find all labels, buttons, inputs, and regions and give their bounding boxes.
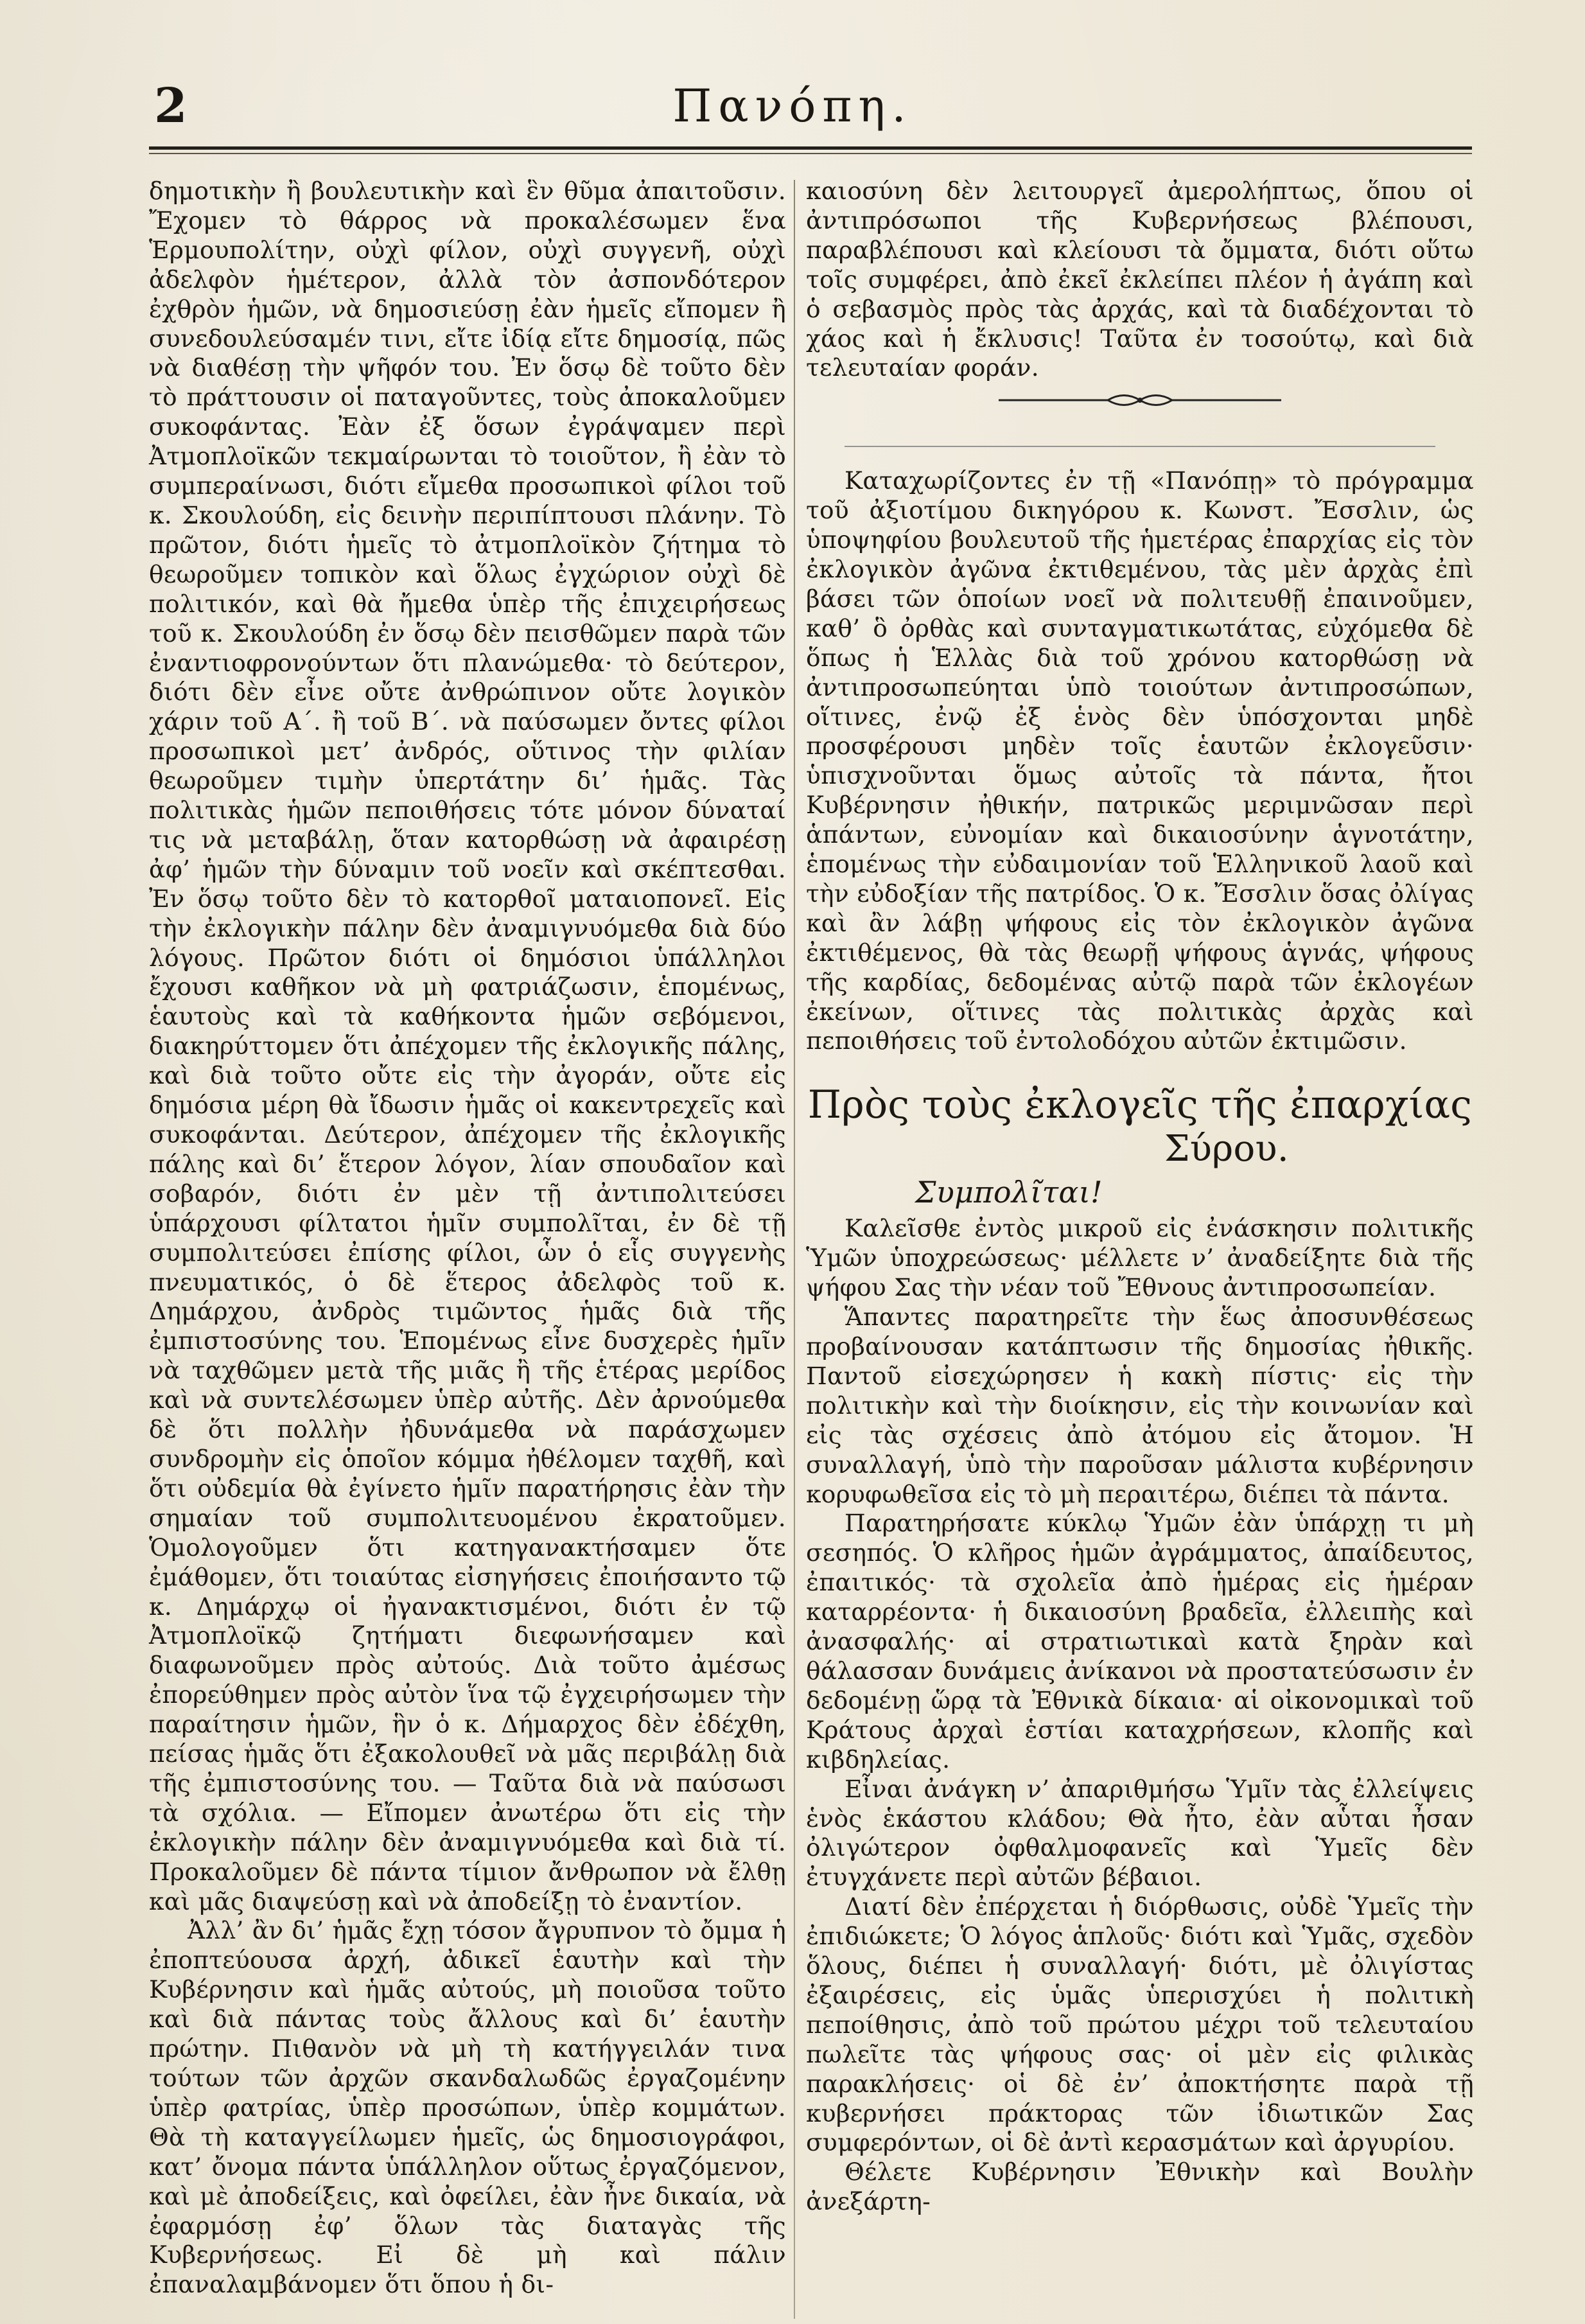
newspaper-title: Πανόπη. bbox=[672, 80, 913, 132]
right-top-paragraph: καιοσύνη δὲν λειτουργεῖ ἀμερολήπτως, ὅπου οἱ ἀντιπρόσωποι τῆς Κυβερνήσεως βλέπουσι, παραβλέπουσι καὶ κλείουσι τὰ ὄμματα, διότι οὕτω τοῖς συμφέρει, ἀπὸ ἐκεῖ ἐκλείπει πλέον ἡ ἀγάπη καὶ ὁ σεβασμὸς πρὸς τὰς ἀρχάς, καὶ τὰ διαδέχονται τὸ χάος καὶ ἡ ἔκλυσις! Ταῦτα ἐν τοσούτῳ, καὶ διὰ τελευταίαν φοράν. bbox=[806, 177, 1474, 382]
right-column bbox=[806, 177, 1474, 2217]
header-rule-thin bbox=[149, 153, 1472, 154]
left-column bbox=[149, 177, 786, 2300]
salutation: Συμπολῖται! bbox=[915, 1175, 1103, 1210]
section-separator bbox=[806, 440, 1474, 459]
section-heading-line2: Σύρου. bbox=[1164, 1128, 1289, 1170]
right-paragraph-6: Θέλετε Κυβέρνησιν Ἐθνικὴν καὶ Βουλὴν ἀνεξάρτη- bbox=[806, 2158, 1474, 2216]
right-paragraph-1: Καλεῖσθε ἐντὸς μικροῦ εἰς ἐνάσκησιν πολιτικῆς Ὑμῶν ὑποχρεώσεως· μέλλετε ν’ ἀναδείξητε διὰ τῆς ψήφου Σας τὴν νέαν τοῦ Ἔθνους ἀντιπροσωπείαν. bbox=[806, 1214, 1474, 1302]
program-paragraph: Καταχωρίζοντες ἐν τῇ «Πανόπῃ» τὸ πρόγραμμα τοῦ ἀξιοτίμου δικηγόρου κ. Κωνστ. Ἔσσλιν, ὡς ὑποψηφίου βουλευτοῦ τῆς ἡμετέρας ἐπαρχίας εἰς τὸν ἐκλογικὸν ἀγῶνα ἐκτιθεμένου, τὰς μὲν ἀρχὰς ἐπὶ βάσει τῶν ὁποίων νοεῖ νὰ πολιτευθῇ ἐπαινοῦμεν, καθ’ ὃ ὀρθὰς καὶ συνταγματικωτάτας, εὐχόμεθα δὲ ὅπως ἡ Ἑλλὰς διὰ τοῦ χρόνου κατορθώσῃ νὰ ἀντιπροσωπεύηται ὑπὸ τοιούτων ἀντιπροσώπων, οἵτινες, ἐνῷ ἐξ ἑνὸς δὲν ὑπόσχονται μηδὲ προσφέρουσι μηδὲν τοῖς ἑαυτῶν ἐκλογεῦσιν· ὑπισχνοῦνται ὅμως αὐτοῖς τὰ πάντα, ἤτοι Κυβέρνησιν ἠθικήν, πατρικῶς μεριμνῶσαν περὶ ἁπάντων, εὐνομίαν καὶ δικαιοσύνην ἁγνοτάτην, ἑπομένως τὴν εὐδαιμονίαν τοῦ Ἑλληνικοῦ λαοῦ καὶ τὴν εὐδοξίαν τῆς πατρίδος. Ὁ κ. Ἔσσλιν ὅσας ὀλίγας καὶ ἂν λάβῃ ψήφους εἰς τὸν ἐκλογικὸν ἀγῶνα ἐκτιθέμενος, θὰ τὰς θεωρῇ ψήφους ἁγνάς, ψήφους τῆς καρδίας, δεδομένας αὐτῷ παρὰ τῶν ἐκλογέων ἐκείνων, οἵτινες τὰς πολιτικὰς ἀρχὰς καὶ πεποιθήσεις τοῦ ἐντολοδόχου αὐτῶν ἐκτιμῶσιν. bbox=[806, 466, 1474, 1055]
right-paragraph-4: Εἶναι ἀνάγκη ν’ ἀπαριθμήσω Ὑμῖν τὰς ἐλλείψεις ἑνὸς ἑκάστου κλάδου; Θὰ ἦτο, ἐὰν αὗται ἦσαν ὀλιγώτερον ὀφθαλμοφανεῖς καὶ Ὑμεῖς δὲν ἐτυγχάνετε περὶ αὐτῶν βέβαιοι. bbox=[806, 1774, 1474, 1892]
page-number: 2 bbox=[154, 78, 188, 134]
right-paragraph-5: Διατί δὲν ἐπέρχεται ἡ διόρθωσις, οὐδὲ Ὑμεῖς τὴν ἐπιδιώκετε; Ὁ λόγος ἁπλοῦς· διότι καὶ Ὑμᾶς, σχεδὸν ὅλους, διέπει ἡ συναλλαγή· διότι, μὲ ὀλιγίστας ἐξαιρέσεις, εἰς ὑμᾶς ὑπερισχύει ἡ πολιτικὴ πεποίθησις, ἀπὸ τοῦ πρώτου μέχρι τοῦ τελευταίου πωλεῖτε τὰς ψήφους σας· οἱ μὲν εἰς φιλικὰς παρακλήσεις· οἱ δὲ ἐν’ ἀποκτήσητε παρὰ τῇ κυβερνήσει πράκτορας τῶν ἰδιωτικῶν Σας συμφερόντων, οἱ δὲ ἀντὶ κερασμάτων καὶ ἀργυρίου. bbox=[806, 1892, 1474, 2157]
masthead bbox=[0, 77, 1585, 135]
right-paragraph-2: Ἅπαντες παρατηρεῖτε τὴν ἕως ἀποσυνθέσεως προβαίνουσαν κατάπτωσιν τῆς δημοσίας ἠθικῆς. Παντοῦ εἰσεχώρησεν ἡ κακὴ πίστις· εἰς τὴν πολιτικὴν καὶ τὴν διοίκησιν, εἰς τὴν κοινωνίαν καὶ εἰς τὰς σχέσεις ἀπὸ ἀτόμου εἰς ἄτομον. Ἡ συναλλαγή, ὑπὸ τὴν παροῦσαν μάλιστα κυβέρνησιν κορυφωθεῖσα εἰς τὸ μὴ περαιτέρω, διέπει τὰ πάντα. bbox=[806, 1303, 1474, 1508]
section-heading: Πρὸς τοὺς ἐκλογεῖς τῆς ἐπαρχίας bbox=[807, 1082, 1473, 1128]
left-paragraph-2: Ἀλλ’ ἂν δι’ ἡμᾶς ἔχῃ τόσον ἄγρυπνον τὸ ὄμμα ἡ ἐποπτεύουσα ἀρχή, ἀδικεῖ ἑαυτὴν καὶ τὴν Κυβέρνησιν καὶ ἡμᾶς αὐτούς, μὴ ποιοῦσα τοῦτο καὶ διὰ πάντας τοὺς ἄλλους καὶ δι’ ἑαυτὴν πρώτην. Πιθανὸν νὰ μὴ τὴ κατήγγειλάν τινα τούτων τῶν ἀρχῶν σκανδαλωδῶς ἐργαζομένην ὑπὲρ φατρίας, ὑπὲρ προσώπων, ὑπὲρ κομμάτων. Θὰ τὴ καταγγείλωμεν ἡμεῖς, ὡς δημοσιογράφοι, κατ’ ὄνομα πάντα ὑπάλληλον οὕτως ἐργαζόμενον, καὶ μὲ ἀποδείξεις, καὶ ὀφείλει, ἐὰν ἦνε δικαία, νὰ ἐφαρμόσῃ ἐφ’ ὅλων τὰς διαταγὰς τῆς Κυβερνήσεως. Εἰ δὲ μὴ καὶ πάλιν ἐπαναλαμβάνομεν ὅτι ὅπου ἡ δι- bbox=[149, 1916, 786, 2299]
ornament-divider bbox=[999, 389, 1281, 411]
left-paragraph-1: δημοτικὴν ἢ βουλευτικὴν καὶ ἓν θῦμα ἀπαιτοῦσιν. Ἔχομεν τὸ θάρρος νὰ προκαλέσωμεν ἕνα Ἑρμουπολίτην, οὐχὶ φίλον, οὐχὶ συγγενῆ, οὐχὶ ἀδελφὸν ἡμέτερον, ἀλλὰ τὸν ἀσπονδότερον ἐχθρὸν ἡμῶν, νὰ δημοσιεύσῃ ἐὰν ἡμεῖς εἴπομεν ἢ συνεδουλεύσαμέν τινι, εἴτε ἰδίᾳ εἴτε δημοσίᾳ, πῶς νὰ διαθέσῃ τὴν ψῆφόν του. Ἐν ὅσῳ δὲ τοῦτο δὲν τὸ πράττουσιν οἱ παταγοῦντες, τοὺς ἀποκαλοῦμεν συκοφάντας. Ἐὰν ἐξ ὅσων ἐγράψαμεν περὶ Ἀτμοπλοϊκῶν τεκμαίρωνται τὸ τοιοῦτον, ἢ ἐὰν τὸ συμπεραίνωσι, διότι εἴμεθα προσωπικοὶ φίλοι τοῦ κ. Σκουλούδη, εἰς δεινὴν περιπίπτουσι πλάνην. Τὸ πρῶτον, διότι ἡμεῖς τὸ ἀτμοπλοϊκὸν ζήτημα τὸ θεωροῦμεν τοπικὸν καὶ ὅλως ἐγχώριον οὐχὶ δὲ πολιτικόν, καὶ θὰ ἤμεθα ὑπὲρ τῆς ἐπιχειρήσεως τοῦ κ. Σκουλούδη ἐν ὅσῳ δὲν πεισθῶμεν παρὰ τῶν ἐναντιοφρονούντων ὅτι πλανώμεθα· τὸ δεύτερον, διότι δὲν εἶνε οὔτε ἀνθρώπινον οὔτε λογικὸν χάριν τοῦ Α΄. ἢ τοῦ Β΄. νὰ παύσωμεν ὄντες φίλοι προσωπικοὶ μετ’ ἀνδρός, οὕτινος τὴν φιλίαν θεωροῦμεν τιμὴν ὑπερτάτην δι’ ἡμᾶς. Τὰς πολιτικὰς ἡμῶν πεποιθήσεις τότε μόνον δύναταί τις νὰ μεταβάλῃ, ὅταν κατορθώσῃ νὰ ἀφαιρέσῃ ἀφ’ ἡμῶν τὴν δύναμιν τοῦ νοεῖν καὶ σκέπτεσθαι. Ἐν ὅσῳ τοῦτο δὲν τὸ κατορθοῖ ματαιοπονεῖ. Εἰς τὴν ἐκλογικὴν πάλην δὲν ἀναμιγνυόμεθα διὰ δύο λόγους. Πρῶτον διότι οἱ δημόσιοι ὑπάλληλοι ἔχουσι καθῆκον νὰ μὴ φατριάζωσιν, ἑπομένως, ἑαυτοὺς καὶ τὰ καθήκοντα ἡμῶν σεβόμενοι, διακηρύττομεν ὅτι ἀπέχομεν τῆς ἐκλογικῆς πάλης, καὶ διὰ τοῦτο οὔτε εἰς τὴν ἀγοράν, οὔτε εἰς δημόσια μέρη θὰ ἴδωσιν ἡμᾶς οἱ κακεντρεχεῖς καὶ συκοφάνται. Δεύτερον, ἀπέχομεν τῆς ἐκλογικῆς πάλης καὶ δι’ ἕτερον λόγον, λίαν σπουδαῖον καὶ σοβαρόν, διότι ἐν μὲν τῇ ἀντιπολιτεύσει ὑπάρχουσι φίλτατοι ἡμῖν συμπολῖται, ἐν δὲ τῇ συμπολιτεύσει ἐπίσης φίλοι, ὧν ὁ εἷς συγγενὴς πνευματικός, ὁ δὲ ἕτερος ἀδελφὸς τοῦ κ. Δημάρχου, ἀνδρὸς τιμῶντος ἡμᾶς διὰ τῆς ἐμπιστοσύνης του. Ἑπομένως εἶνε δυσχερὲς ἡμῖν νὰ ταχθῶμεν μετὰ τῆς μιᾶς ἢ τῆς ἑτέρας μερίδος καὶ νὰ συντελέσωμεν ὑπὲρ αὐτῆς. Δὲν ἀρνούμεθα δὲ ὅτι πολλὴν ἠδυνάμεθα νὰ παράσχωμεν συνδρομὴν εἰς ὁποῖον κόμμα ἠθέλομεν ταχθῆ, καὶ ὅτι οὐδεμία θὰ ἐγίνετο ἡμῖν παρατήρησις ἐὰν τὴν σημαίαν τοῦ συμπολιτευομένου ἐκρατοῦμεν. Ὁμολογοῦμεν ὅτι κατηγανακτήσαμεν ὅτε ἐμάθομεν, ὅτι τοιαύτας εἰσηγήσεις ἐποιήσαντο τῷ κ. Δημάρχῳ οἱ ἠγανακτισμένοι, διότι ἐν τῷ Ἀτμοπλοϊκῷ ζητήματι διεφωνήσαμεν καὶ διαφωνοῦμεν πρὸς αὐτούς. Διὰ τοῦτο ἀμέσως ἐπορεύθημεν πρὸς αὐτὸν ἵνα τῷ ἐγχειρήσωμεν τὴν παραίτησιν ἡμῶν, ἣν ὁ κ. Δήμαρχος δὲν ἐδέχθη, πείσας ἡμᾶς ὅτι ἐξακολουθεῖ νὰ μᾶς περιβάλῃ διὰ τῆς ἐμπιστοσύνης του. — Ταῦτα διὰ νὰ παύσωσι τὰ σχόλια. — Εἴπομεν ἀνωτέρω ὅτι εἰς τὴν ἐκλογικὴν πάλην δὲν ἀναμιγνυόμεθα καὶ διὰ τί. Προκαλοῦμεν δὲ πάντα τίμιον ἄνθρωπον νὰ ἔλθῃ καὶ μᾶς διαψεύσῃ καὶ νὰ ἀποδείξῃ τὸ ἐναντίον. bbox=[149, 177, 786, 1915]
right-paragraph-3: Παρατηρήσατε κύκλῳ Ὑμῶν ἐὰν ὑπάρχῃ τι μὴ σεσηπός. Ὁ κλῆρος ἡμῶν ἀγράμματος, ἀπαίδευτος, ἐπαιτικός· τὰ σχολεῖα ἀπὸ ἡμέρας εἰς ἡμέραν καταρρέοντα· ἡ δικαιοσύνη βραδεῖα, ἐλλειπὴς καὶ ἀνασφαλής· αἱ στρατιωτικαὶ κατὰ ξηρὰν καὶ θάλασσαν δυνάμεις ἀνίκανοι νὰ προστατεύσωσιν ἐν δεδομένῃ ὥρᾳ τὰ Ἐθνικὰ δίκαια· αἱ οἰκονομικαὶ τοῦ Κράτους ἀρχαὶ ἑστίαι καταχρήσεων, κλοπῆς καὶ κιβδηλείας. bbox=[806, 1509, 1474, 1774]
header-rule-thick bbox=[149, 146, 1472, 150]
column-divider bbox=[794, 180, 795, 2319]
